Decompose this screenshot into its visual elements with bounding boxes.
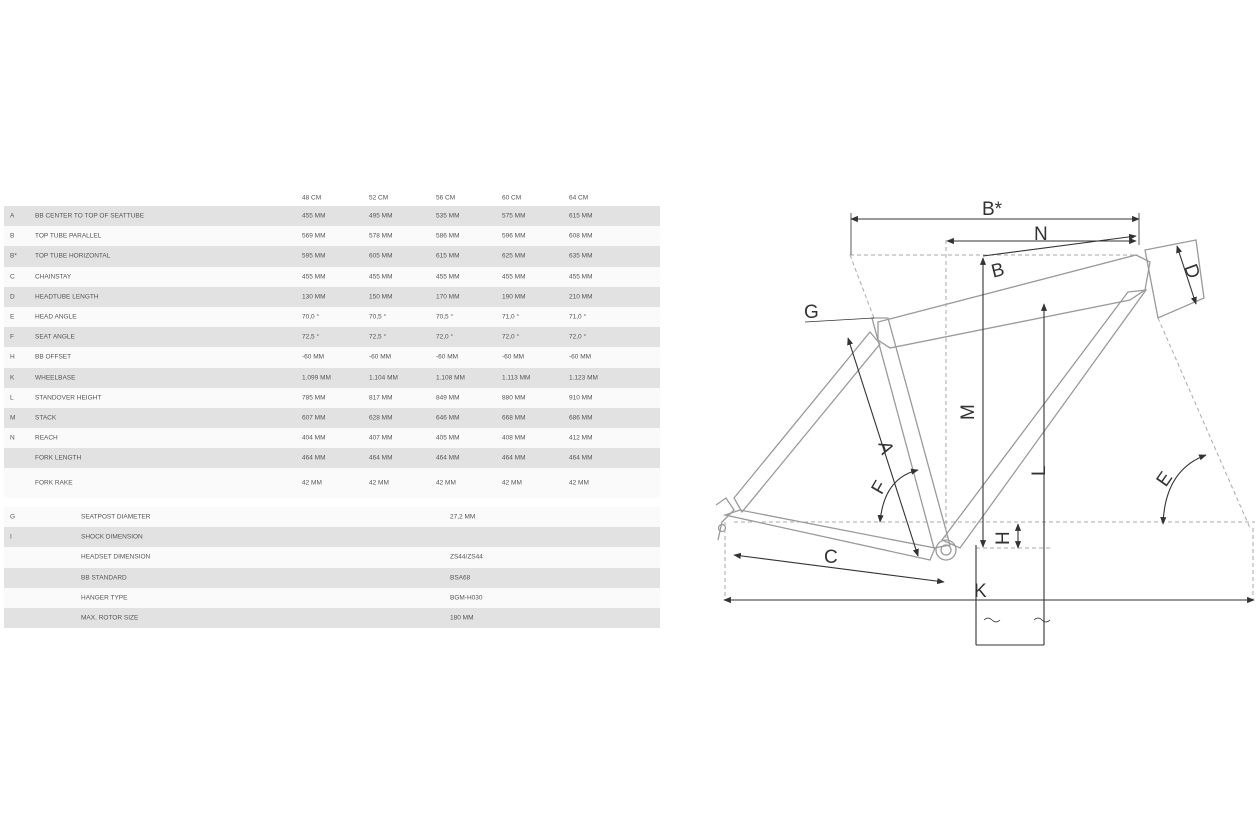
row-value: 1.108 MM	[436, 374, 465, 382]
row-name: BB OFFSET	[35, 353, 72, 361]
geometry-row	[4, 246, 660, 266]
row-code: B	[10, 232, 15, 240]
row-value: 407 MM	[369, 434, 393, 442]
label-e: E	[1152, 468, 1178, 491]
row-name: TOP TUBE HORIZONTAL	[35, 252, 111, 260]
row-value: 72,0 °	[502, 333, 520, 341]
row-value: 817 MM	[369, 394, 393, 402]
spec-name: SEATPOST DIAMETER	[81, 513, 151, 521]
row-value: 880 MM	[502, 394, 526, 402]
size-header: 60 CM	[502, 194, 522, 202]
spec-row	[4, 547, 660, 567]
row-value: 608 MM	[569, 232, 593, 240]
row-name: CHAINSTAY	[35, 273, 72, 281]
row-value: 412 MM	[569, 434, 593, 442]
row-value: 595 MM	[302, 252, 326, 260]
spec-code: I	[10, 533, 12, 541]
row-value: 408 MM	[502, 434, 526, 442]
row-code: F	[10, 333, 14, 341]
spec-value: 27,2 MM	[450, 513, 476, 521]
row-value: 42 MM	[502, 479, 522, 487]
row-value: 72,0 °	[569, 333, 587, 341]
row-value: 569 MM	[302, 232, 326, 240]
row-value: -60 MM	[369, 353, 392, 361]
row-value: 70,5 °	[436, 313, 454, 321]
row-value: 72,5 °	[302, 333, 320, 341]
row-value: 615 MM	[436, 252, 460, 260]
label-l: L	[1029, 465, 1050, 476]
row-value: 575 MM	[502, 212, 526, 220]
label-c: C	[824, 547, 838, 568]
row-value: 586 MM	[436, 232, 460, 240]
row-value: 1.104 MM	[369, 374, 398, 382]
row-code: A	[10, 212, 15, 220]
row-name: STACK	[35, 414, 57, 422]
spec-row	[4, 507, 660, 527]
row-value: 578 MM	[369, 232, 393, 240]
size-header-row	[4, 190, 660, 206]
row-name: SEAT ANGLE	[35, 333, 75, 341]
row-value: 464 MM	[369, 454, 393, 462]
row-value: 404 MM	[302, 434, 326, 442]
geometry-row	[4, 226, 660, 246]
size-header: 48 CM	[302, 194, 322, 202]
row-name: FORK RAKE	[35, 479, 73, 487]
label-g: G	[804, 302, 819, 323]
row-value: 635 MM	[569, 252, 593, 260]
row-value: -60 MM	[436, 353, 459, 361]
row-value: 1.113 MM	[502, 374, 531, 382]
spec-row	[4, 588, 660, 608]
row-code: C	[10, 273, 15, 281]
row-value: -60 MM	[302, 353, 325, 361]
size-header: 64 CM	[569, 194, 589, 202]
label-m: M	[958, 404, 979, 420]
row-name: BB CENTER TO TOP OF SEATTUBE	[35, 212, 145, 220]
row-value: 495 MM	[369, 212, 393, 220]
geometry-row	[4, 368, 660, 388]
geometry-row	[4, 206, 660, 226]
row-value: 70,0 °	[302, 313, 320, 321]
row-value: 455 MM	[302, 212, 326, 220]
row-code: M	[10, 414, 16, 422]
row-name: HEADTUBE LENGTH	[35, 293, 99, 301]
spec-name: BB STANDARD	[81, 574, 127, 582]
row-value: -60 MM	[502, 353, 525, 361]
label-b-star: B*	[982, 199, 1003, 220]
spec-value: BGM-H030	[450, 594, 483, 602]
row-value: 130 MM	[302, 293, 326, 301]
row-value: 910 MM	[569, 394, 593, 402]
row-value: 42 MM	[569, 479, 589, 487]
row-value: 71,0 °	[502, 313, 520, 321]
spec-row	[4, 568, 660, 588]
spec-table	[4, 507, 660, 628]
row-value: 170 MM	[436, 293, 460, 301]
row-value: 72,0 °	[436, 333, 454, 341]
row-value: 535 MM	[436, 212, 460, 220]
row-value: 190 MM	[502, 293, 526, 301]
row-value: 464 MM	[302, 454, 326, 462]
row-value: 455 MM	[569, 273, 593, 281]
row-value: 150 MM	[369, 293, 393, 301]
row-code: D	[10, 293, 15, 301]
spec-name: HEADSET DIMENSION	[81, 553, 151, 561]
row-code: K	[10, 374, 15, 382]
geometry-table	[4, 190, 660, 498]
dashed-guides	[725, 240, 1255, 600]
row-value: -60 MM	[569, 353, 592, 361]
row-value: 668 MM	[502, 414, 526, 422]
dimension-lines	[724, 213, 1254, 645]
row-value: 625 MM	[502, 252, 526, 260]
label-d: D	[1179, 261, 1204, 282]
row-name: HEAD ANGLE	[35, 313, 77, 321]
row-value: 605 MM	[369, 252, 393, 260]
row-value: 455 MM	[436, 273, 460, 281]
row-value: 464 MM	[502, 454, 526, 462]
geometry-row	[4, 408, 660, 428]
spec-name: MAX. ROTOR SIZE	[81, 614, 139, 622]
label-k: K	[974, 581, 987, 602]
row-name: TOP TUBE PARALLEL	[35, 232, 102, 240]
row-value: 42 MM	[369, 479, 389, 487]
size-header: 56 CM	[436, 194, 456, 202]
label-a: A	[873, 438, 898, 458]
row-code: L	[10, 394, 14, 402]
row-value: 646 MM	[436, 414, 460, 422]
spec-name: SHOCK DIMENSION	[81, 533, 143, 541]
spec-row	[4, 608, 660, 628]
row-code: H	[10, 353, 15, 361]
row-value: 210 MM	[569, 293, 593, 301]
row-value: 1.099 MM	[302, 374, 331, 382]
row-value: 849 MM	[436, 394, 460, 402]
geometry-row	[4, 428, 660, 448]
row-value: 455 MM	[502, 273, 526, 281]
row-value: 596 MM	[502, 232, 526, 240]
size-header: 52 CM	[369, 194, 389, 202]
row-value: 607 MM	[302, 414, 326, 422]
row-value: 42 MM	[302, 479, 322, 487]
geometry-row	[4, 307, 660, 327]
spec-value: 180 MM	[450, 614, 474, 622]
geometry-row	[4, 347, 660, 367]
row-value: 405 MM	[436, 434, 460, 442]
row-code: N	[10, 434, 15, 442]
row-value: 686 MM	[569, 414, 593, 422]
row-code: E	[10, 313, 15, 321]
row-code: B*	[10, 252, 17, 260]
row-value: 72,5 °	[369, 333, 387, 341]
row-value: 70,5 °	[369, 313, 387, 321]
row-name: STANDOVER HEIGHT	[35, 394, 102, 402]
row-value: 42 MM	[436, 479, 456, 487]
label-h: H	[993, 531, 1014, 545]
geometry-row	[4, 287, 660, 307]
spec-code: G	[10, 513, 16, 521]
row-value: 628 MM	[369, 414, 393, 422]
row-value: 464 MM	[569, 454, 593, 462]
row-name: FORK LENGTH	[35, 454, 82, 462]
spec-row	[4, 527, 660, 547]
label-b: B	[989, 259, 1007, 283]
row-name: REACH	[35, 434, 58, 442]
frame-outline	[716, 240, 1204, 560]
row-value: 785 MM	[302, 394, 326, 402]
spec-value: ZS44/ZS44	[450, 553, 483, 561]
row-value: 71,0 °	[569, 313, 587, 321]
geometry-row	[4, 388, 660, 408]
row-name: WHEELBASE	[35, 374, 76, 382]
row-value: 455 MM	[302, 273, 326, 281]
geometry-row	[4, 327, 660, 347]
row-value: 455 MM	[369, 273, 393, 281]
frame-geometry-diagram	[700, 180, 1260, 660]
geometry-row	[4, 448, 660, 468]
row-value: 615 MM	[569, 212, 593, 220]
geometry-row	[4, 267, 660, 287]
spec-value: BSA68	[450, 574, 471, 582]
row-value: 1.123 MM	[569, 374, 598, 382]
spec-name: HANGER TYPE	[81, 594, 128, 602]
row-value: 464 MM	[436, 454, 460, 462]
geometry-row	[4, 468, 660, 498]
label-n: N	[1034, 224, 1048, 245]
label-f: F	[867, 477, 892, 499]
